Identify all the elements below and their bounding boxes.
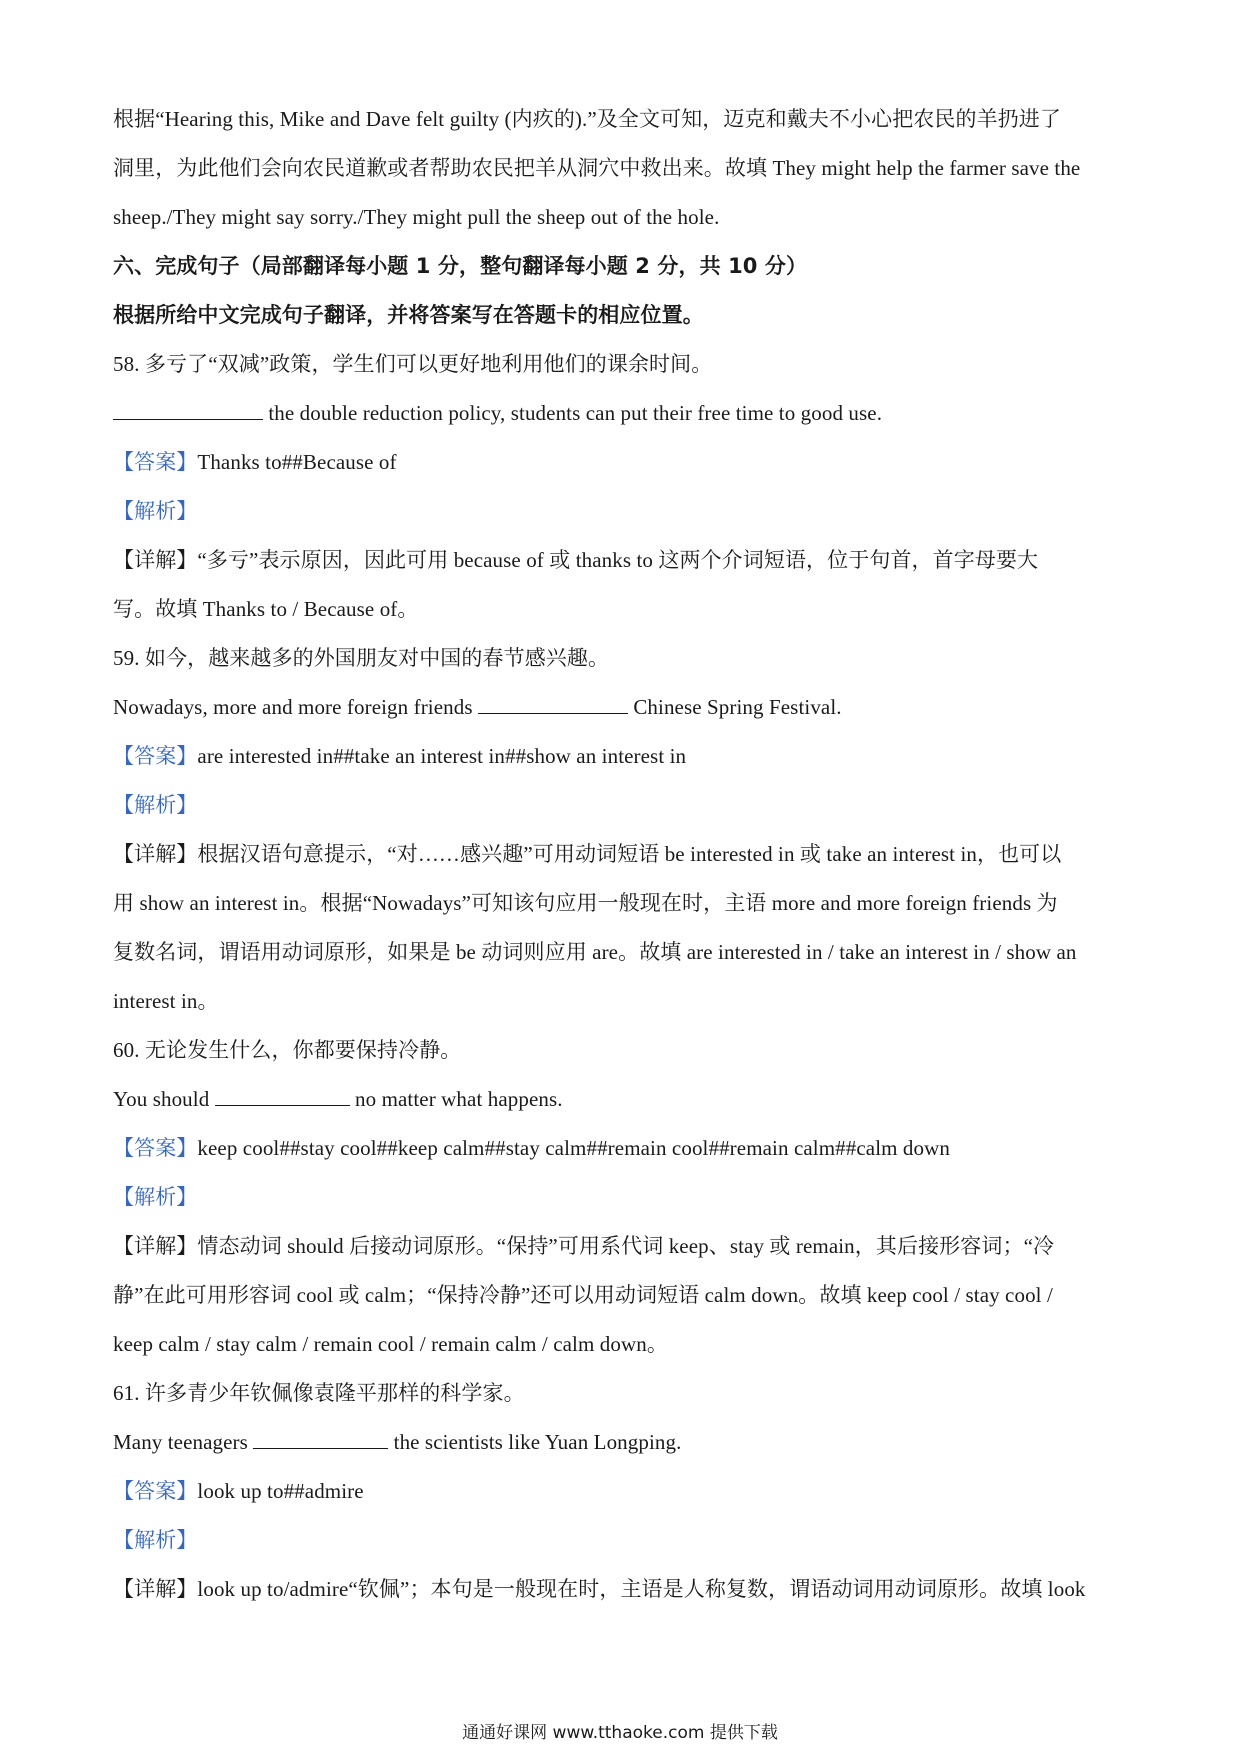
sentence-text: Chinese Spring Festival. [627,695,842,719]
sentence-text: the scientists like Yuan Longping. [388,1430,682,1454]
paragraph-line: 洞里，为此他们会向农民道歉或者帮助农民把羊从洞穴中救出来。故填 They might help the farmer save the [113,156,1081,180]
answer-tag: 【答案】 [113,744,198,768]
answer-line [113,448,1133,476]
detail-tag: 【详解】 [113,842,198,866]
section-title: 六、完成句子（局部翻译每小题 1 分，整句翻译每小题 2 分，共 10 分） [113,254,808,278]
analysis-line [113,1526,1133,1554]
detail-text: 情态动词 should 后接动词原形。“保持”可用系代词 keep、stay 或 remain，其后接形容词；“冷 [197,1234,1055,1258]
answer-line [113,1477,1133,1505]
answer-line [113,742,1133,770]
sentence-text: no matter what happens. [349,1087,563,1111]
detail-line [113,1575,1133,1603]
question-sentence [113,693,1133,721]
answer-blank [253,1428,388,1449]
sentence-text: Nowadays, more and more foreign friends [113,695,478,719]
detail-tag: 【详解】 [113,1577,198,1601]
answer-blank [215,1085,350,1106]
detail-line: 写。故填 Thanks to / Because of。 [113,597,419,621]
question-sentence [113,399,1133,427]
question-prompt: 58. 多亏了“双减”政策，学生们可以更好地利用他们的课余时间。 [113,352,713,376]
answer-tag: 【答案】 [113,450,198,474]
question-prompt: 61. 许多青少年钦佩像袁隆平那样的科学家。 [113,1381,525,1405]
page-footer: 通通好课网 www.tthaoke.com 提供下载 [462,1723,778,1743]
detail-line: keep calm / stay calm / remain cool / remain calm / calm down。 [113,1332,668,1356]
sentence-text: the double reduction policy, students can put their free time to good use. [263,401,883,425]
paragraph-line: sheep./They might say sorry./They might pull the sheep out of the hole. [113,205,720,229]
analysis-line [113,791,1133,819]
answer-text: keep cool##stay cool##keep calm##stay calm##remain cool##remain calm##calm down [197,1136,950,1160]
detail-line [113,840,1133,868]
answer-tag: 【答案】 [113,1136,198,1160]
answer-blank [113,399,263,420]
paragraph-line: 根据“Hearing this, Mike and Dave felt guilty (内疚的).”及全文可知，迈克和戴夫不小心把农民的羊扔进了 [113,107,1061,131]
detail-line: 用 show an interest in。根据“Nowadays”可知该句应用一般现在时，主语 more and more foreign friends 为 [113,891,1058,915]
detail-line: 复数名词，谓语用动词原形，如果是 be 动词则应用 are。故填 are interested in / take an interest in / show an [113,940,1077,964]
question-sentence [113,1428,1133,1456]
sentence-text: You should [113,1087,215,1111]
answer-text: look up to##admire [197,1479,364,1503]
answer-text: are interested in##take an interest in##show an interest in [197,744,687,768]
analysis-line [113,1183,1133,1211]
analysis-tag: 【解析】 [113,1528,198,1552]
detail-line: interest in。 [113,989,219,1013]
answer-text: Thanks to##Because of [197,450,397,474]
analysis-tag: 【解析】 [113,793,198,817]
analysis-tag: 【解析】 [113,1185,198,1209]
detail-text: look up to/admire“钦佩”；本句是一般现在时，主语是人称复数，谓语动词用动词原形。故填 look [197,1577,1086,1601]
detail-text: 根据汉语句意提示，“对……感兴趣”可用动词短语 be interested in 或 take an interest in，也可以 [197,842,1062,866]
detail-line [113,546,1133,574]
question-sentence [113,1085,1133,1113]
analysis-tag: 【解析】 [113,499,198,523]
section-instruction: 根据所给中文完成句子翻译，并将答案写在答题卡的相应位置。 [113,303,704,327]
question-prompt: 59. 如今，越来越多的外国朋友对中国的春节感兴趣。 [113,646,610,670]
sentence-text: Many teenagers [113,1430,254,1454]
answer-line [113,1134,1133,1162]
detail-line: 静”在此可用形容词 cool 或 calm；“保持冷静”还可以用动词短语 calm down。故填 keep cool / stay cool / [113,1283,1053,1307]
detail-line [113,1232,1133,1260]
question-prompt: 60. 无论发生什么，你都要保持冷静。 [113,1038,462,1062]
detail-tag: 【详解】 [113,1234,198,1258]
analysis-line [113,497,1133,525]
answer-tag: 【答案】 [113,1479,198,1503]
answer-blank [478,693,628,714]
detail-text: “多亏”表示原因，因此可用 because of 或 thanks to 这两个介词短语，位于句首，首字母要大 [197,548,1039,572]
detail-tag: 【详解】 [113,548,198,572]
